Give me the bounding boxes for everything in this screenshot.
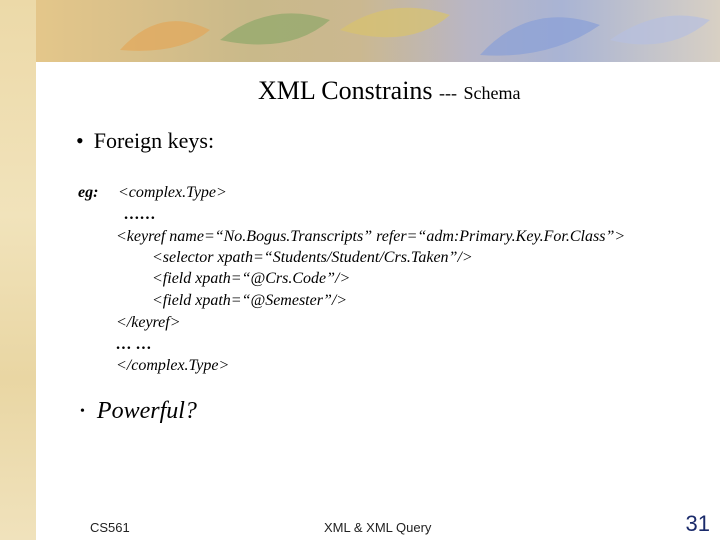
code-line: <field xpath=“@Crs.Code”/> [152, 270, 351, 287]
code-line: <field xpath=“@Semester”/> [152, 292, 348, 309]
bullet-powerful [80, 398, 197, 425]
title-subtitle: Schema [463, 83, 521, 103]
footer-course: CS561 [90, 520, 130, 535]
leaf-decoration-right [470, 0, 720, 62]
code-line: </complex.Type> [116, 357, 230, 374]
bullet-foreign-keys [76, 128, 214, 154]
bullet-text: Foreign keys: [93, 128, 215, 153]
code-line: … … [116, 336, 152, 353]
bullet-glyph: • [80, 404, 85, 419]
code-line: <complex.Type> [118, 184, 227, 201]
slide-title [258, 76, 521, 106]
example-label: eg: [78, 184, 99, 201]
code-line: <selector xpath=“Students/Student/Crs.Taken”/> [152, 249, 473, 266]
footer-topic: XML & XML Query [324, 520, 432, 535]
left-decoration-strip [0, 0, 36, 540]
code-line: </keyref> [116, 314, 181, 331]
page-number: 31 [685, 511, 710, 536]
code-line: …… [124, 206, 156, 223]
code-line: <keyref name=“No.Bogus.Transcripts” refer=“adm:Primary.Key.For.Class”> [116, 228, 626, 245]
bullet-glyph: • [76, 128, 84, 153]
bullet-text: Powerful? [96, 398, 197, 424]
leaf-decoration [100, 0, 480, 62]
title-main: XML Constrains [258, 76, 433, 105]
title-dash: --- [439, 83, 458, 103]
